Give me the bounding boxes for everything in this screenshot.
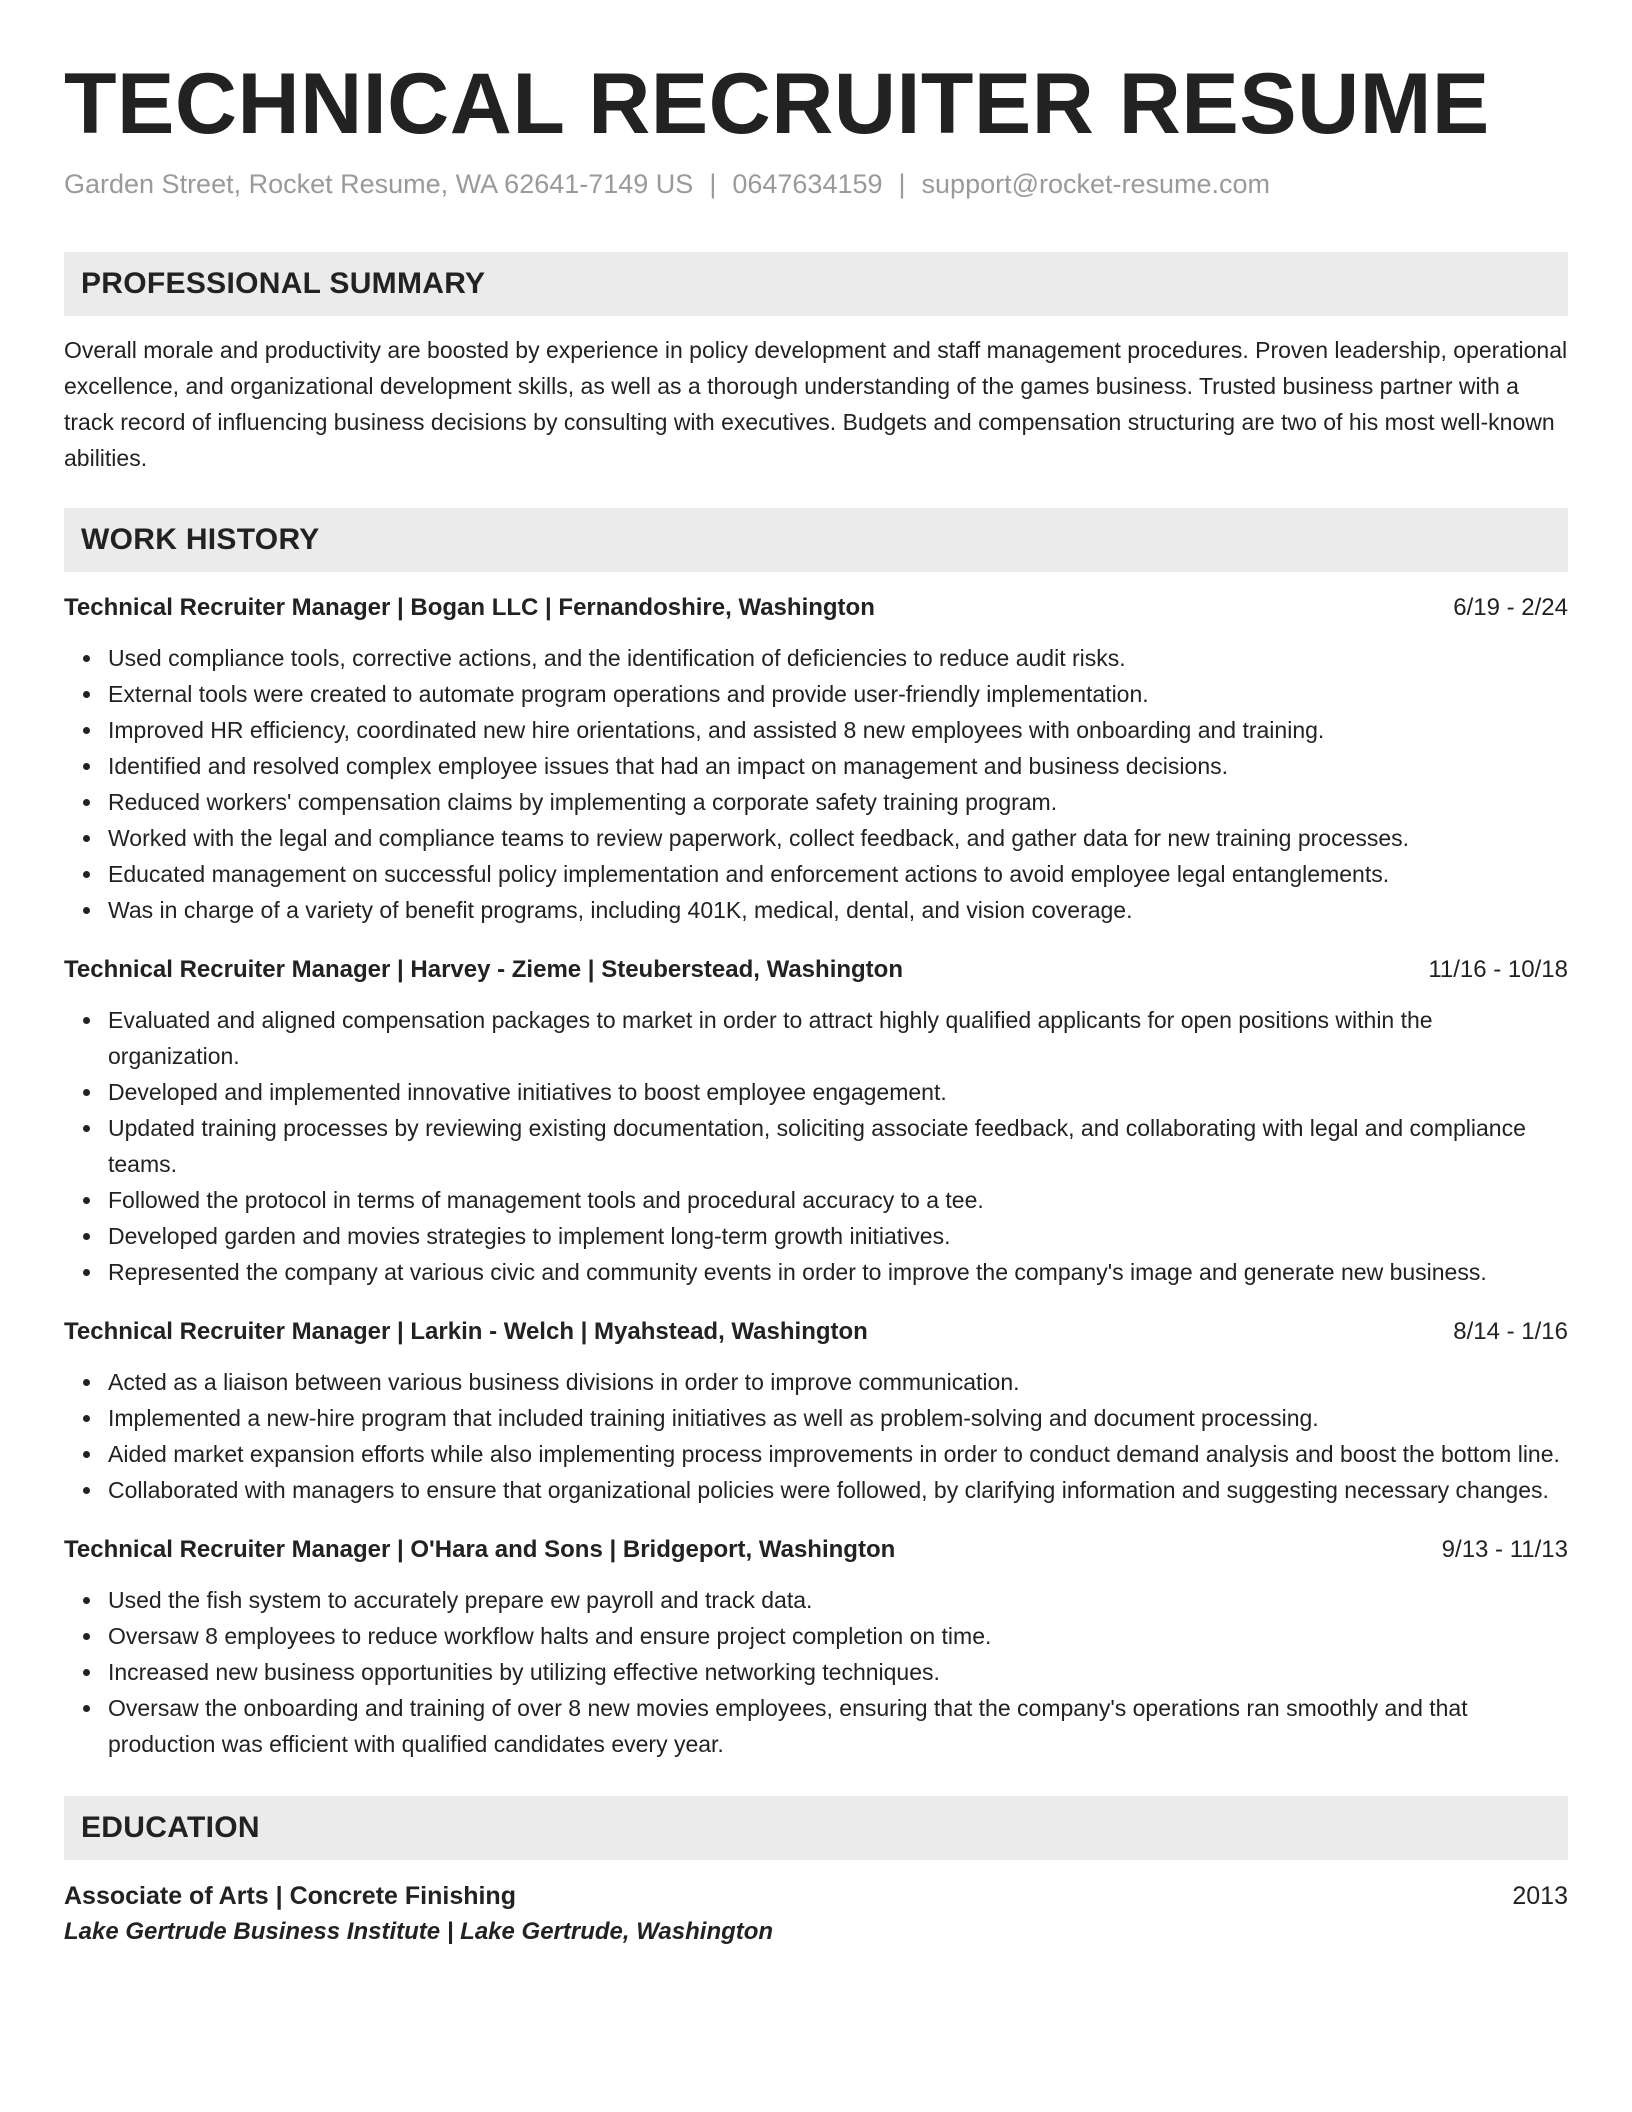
- job-bullet: Collaborated with managers to ensure that organizational policies were followed, by clarifying information and suggesting necessary changes.: [108, 1472, 1568, 1508]
- job-title: Technical Recruiter Manager | O'Hara and Sons | Bridgeport, Washington: [64, 1536, 896, 1563]
- job-entry: [64, 590, 1568, 928]
- job-bullet: Reduced workers' compensation claims by implementing a corporate safety training program.: [108, 784, 1568, 820]
- contact-address: Garden Street, Rocket Resume, WA 62641-7149 US: [64, 169, 694, 199]
- job-bullet: Developed garden and movies strategies to implement long-term growth initiatives.: [108, 1218, 1568, 1254]
- job-entry: [64, 1314, 1568, 1508]
- contact-phone: 0647634159: [732, 169, 883, 199]
- job-bullet: Implemented a new-hire program that included training initiatives as well as problem-solving and document processing.: [108, 1400, 1568, 1436]
- education-year: 2013: [1512, 1882, 1568, 1910]
- section-heading-summary: PROFESSIONAL SUMMARY: [64, 252, 1568, 316]
- job-title: Technical Recruiter Manager | Harvey - Zieme | Steuberstead, Washington: [64, 956, 903, 983]
- contact-separator: |: [898, 169, 906, 199]
- job-entry: [64, 952, 1568, 1290]
- job-header: [64, 952, 1568, 988]
- job-dates: 8/14 - 1/16: [1453, 1318, 1568, 1345]
- job-bullet: Represented the company at various civic and community events in order to improve the company's image and generate new business.: [108, 1254, 1568, 1290]
- job-bullet: Used the fish system to accurately prepare ew payroll and track data.: [108, 1582, 1568, 1618]
- section-heading-work-history: WORK HISTORY: [64, 508, 1568, 572]
- job-bullet: Aided market expansion efforts while also implementing process improvements in order to conduct demand analysis and boost the bottom line.: [108, 1436, 1568, 1472]
- job-bullet: Updated training processes by reviewing existing documentation, soliciting associate feedback, and collaborating with legal and compliance teams.: [108, 1110, 1568, 1182]
- job-bullets: [64, 1582, 1568, 1762]
- job-header: [64, 590, 1568, 626]
- job-bullets: [64, 640, 1568, 928]
- resume-title: TECHNICAL RECRUITER RESUME: [64, 56, 1490, 152]
- job-header: [64, 1532, 1568, 1568]
- education-school: Lake Gertrude Business Institute | Lake Gertrude, Washington: [64, 1918, 774, 1945]
- resume-page: [64, 0, 1568, 1950]
- job-bullet: Followed the protocol in terms of management tools and procedural accuracy to a tee.: [108, 1182, 1568, 1218]
- contact-line: [64, 166, 1568, 202]
- summary-text: Overall morale and productivity are boosted by experience in policy development and staff management procedures. Proven leadership, operational excellence, and organizational development skills, as well as a thorough understanding of the games business. Trusted business partner with a track record of influencing business decisions by consulting with executives. Budgets and compensation structuring are two of his most well-known abilities.: [64, 337, 1568, 471]
- job-header: [64, 1314, 1568, 1350]
- job-bullet: Was in charge of a variety of benefit programs, including 401K, medical, dental, and vision coverage.: [108, 892, 1568, 928]
- job-bullet: Evaluated and aligned compensation packages to market in order to attract highly qualified applicants for open positions within the organization.: [108, 1002, 1568, 1074]
- job-bullet: Used compliance tools, corrective actions, and the identification of deficiencies to reduce audit risks.: [108, 640, 1568, 676]
- job-bullets: [64, 1364, 1568, 1508]
- job-bullet: Developed and implemented innovative initiatives to boost employee engagement.: [108, 1074, 1568, 1110]
- job-bullet: Oversaw 8 employees to reduce workflow halts and ensure project completion on time.: [108, 1618, 1568, 1654]
- job-bullet: Oversaw the onboarding and training of over 8 new movies employees, ensuring that the company's operations ran smoothly and that production was efficient with qualified candidates every year.: [108, 1690, 1568, 1762]
- job-bullet: Worked with the legal and compliance teams to review paperwork, collect feedback, and gather data for new training processes.: [108, 820, 1568, 856]
- education-entry: [64, 1878, 1568, 1950]
- job-bullet: Educated management on successful policy implementation and enforcement actions to avoid employee legal entanglements.: [108, 856, 1568, 892]
- contact-separator: |: [709, 169, 717, 199]
- job-bullet: External tools were created to automate program operations and provide user-friendly implementation.: [108, 676, 1568, 712]
- job-bullet: Increased new business opportunities by utilizing effective networking techniques.: [108, 1654, 1568, 1690]
- job-dates: 11/16 - 10/18: [1428, 956, 1568, 983]
- job-bullet: Improved HR efficiency, coordinated new hire orientations, and assisted 8 new employees with onboarding and training.: [108, 712, 1568, 748]
- job-dates: 9/13 - 11/13: [1441, 1536, 1568, 1563]
- contact-email: support@rocket-resume.com: [921, 169, 1271, 199]
- section-heading-education: EDUCATION: [64, 1796, 1568, 1860]
- education-header: [64, 1878, 1568, 1914]
- education-degree: Associate of Arts | Concrete Finishing: [64, 1882, 516, 1910]
- job-dates: 6/19 - 2/24: [1453, 594, 1568, 621]
- job-bullet: Identified and resolved complex employee issues that had an impact on management and business decisions.: [108, 748, 1568, 784]
- job-entry: [64, 1532, 1568, 1762]
- job-bullets: [64, 1002, 1568, 1290]
- job-title: Technical Recruiter Manager | Larkin - Welch | Myahstead, Washington: [64, 1318, 868, 1345]
- job-bullet: Acted as a liaison between various business divisions in order to improve communication.: [108, 1364, 1568, 1400]
- job-title: Technical Recruiter Manager | Bogan LLC | Fernandoshire, Washington: [64, 594, 875, 621]
